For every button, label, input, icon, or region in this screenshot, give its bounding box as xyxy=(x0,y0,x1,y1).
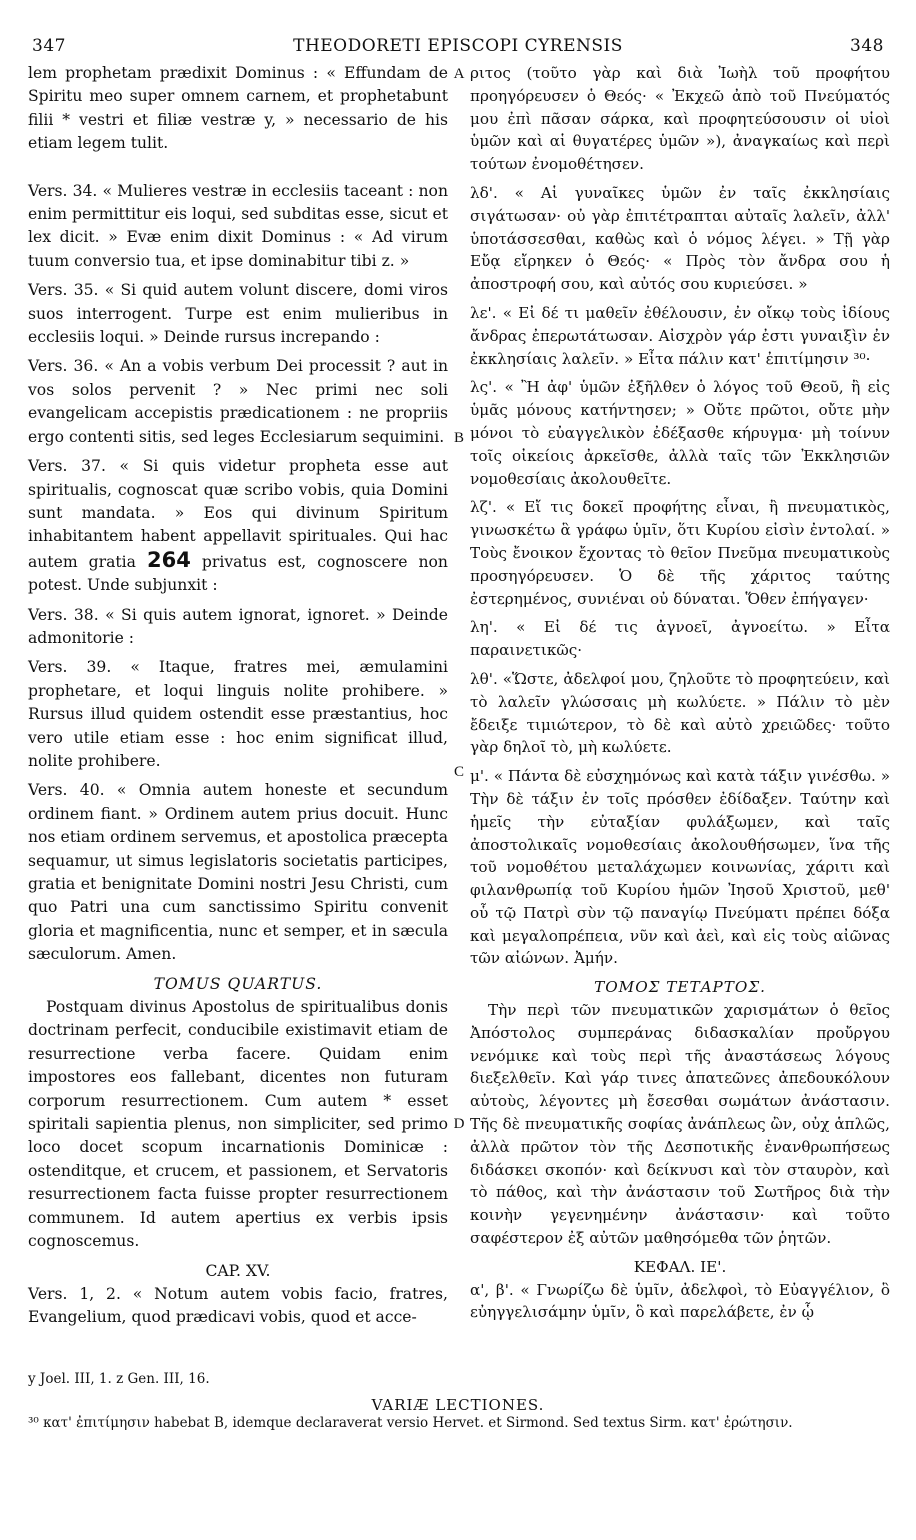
greek-paragraph: λε'. « Εἰ δέ τι μαθεῖν ἐθέλουσιν, ἐν οἴκῳ τοὺς ἰδίους ἄνδρας ἐπερωτάτωσαν. Αἰσχρὸν γάρ ἐστι γυναιξὶν ἐν ἐκκλησίαις λαλεῖν. » Εἶτα πάλιν κατ' ἐπιτίμησιν ³⁰· xyxy=(470,303,890,368)
margin-letter-b: B xyxy=(453,430,464,446)
greek-paragraph: λδ'. « Αἱ γυναῖκες ὑμῶν ἐν ταῖς ἐκκλησίαις σιγάτωσαν· οὐ γὰρ ἐπιτέτραπται αὐταῖς λαλεῖν, ἀλλ' ὑποτάσσεσθαι, καθὼς καὶ ὁ νόμος λέγει. » Τῇ γὰρ Εὔᾳ εἴρηκεν ὁ Θεός· « Πρὸς τὸν ἄνδρα σου ἡ ἀποστροφή σου, καὶ αὐτός σου κυριεύσει. » xyxy=(470,183,890,294)
greek-paragraph: λς'. « Ἢ ἀφ' ὑμῶν ἐξῆλθεν ὁ λόγος τοῦ Θεοῦ, ἢ εἰς ὑμᾶς μόνους κατήντησεν; » Οὔτε πρῶτοι, οὔτε μὴν μόνοι τὸ εὐαγγελικὸν ἐδέξασθε κήρυγμα· μὴ τοίνυν τοῖς οἰκείοις ἀρκεῖσθε, ἀλλὰ ταῖς τῶν Ἐκκλησιῶν νομοθεσίαις ἀκολουθεῖτε. xyxy=(470,378,890,488)
latin-paragraph: Vers. 1, 2. « Notum autem vobis facio, fratres, Evangelium, quod prædicavi vobis, quod et acce- xyxy=(28,1284,448,1327)
footnotes: y Joel. III, 1. z Gen. III, 16. xyxy=(28,1371,210,1387)
greek-paragraph: λη'. « Εἰ δέ τις ἀγνοεῖ, ἀγνοείτω. » Εἶτα παραινετικῶς· xyxy=(470,618,890,660)
page-header xyxy=(32,36,884,60)
latin-text: Vers. 37. « Si quis videtur propheta esse aut spiritualis, cognoscat quæ scribo vobis, quia Domini sunt mandata. » Eos qui divinum Spiritum inhabitantem habent appellavit spirituales. Qui hac autem gratia xyxy=(28,457,448,571)
variae-lectiones-heading: VARIÆ LECTIONES. xyxy=(371,1396,545,1414)
chapter-heading-latin: CAP. XV. xyxy=(205,1261,271,1280)
variae-lectiones-note: ³⁰ κατ' ἐπιτίμησιν habebat B, idemque declaraverat versio Hervet. et Sirmond. Sed textus Sirm. κατ' ἐρώτησιν. xyxy=(28,1415,793,1431)
latin-paragraph: Vers. 36. « An a vobis verbum Dei processit ? aut in vos solos pervenit ? » Nec primi nec soli evangelicam accepistis prædicationem : ne propriis ergo contenti sitis, sed leges Ecclesiarum sequimini. xyxy=(28,357,448,446)
margin-letter-a: A xyxy=(453,66,465,82)
latin-paragraph xyxy=(28,455,448,597)
latin-paragraph: Vers. 38. « Si quis autem ignorat, ignoret. » Deinde admonitorie : xyxy=(28,605,448,647)
greek-paragraph: ριτος (τοῦτο γὰρ καὶ διὰ Ἰωὴλ τοῦ προφήτου προηγόρευσεν ὁ Θεός· « Ἐκχεῶ ἀπὸ τοῦ Πνεύματός μου ἐπὶ πᾶσαν σάρκα, καὶ προφητεύσουσιν οἱ υἱοὶ ὑμῶν καὶ αἱ θυγατέρες ὑμῶν »), ἀναγκαίως καὶ περὶ τούτων ἐνομοθέτησεν. xyxy=(470,64,890,174)
section-heading-latin: TOMUS QUARTUS. xyxy=(153,974,323,993)
margin-letter-c: C xyxy=(453,764,464,780)
latin-paragraph: Vers. 35. « Si quid autem volunt discere, domi viros suos interrogent. Turpe est enim mulieribus in ecclesiis loqui. » Deinde rursus increpando : xyxy=(28,281,448,347)
greek-column xyxy=(470,62,890,1330)
page-number-right: 348 xyxy=(850,36,884,56)
greek-paragraph: Τὴν περὶ τῶν πνευματικῶν χαρισμάτων ὁ θεῖος Ἀπόστολος συμπεράνας διδασκαλίαν προὔργου νενόμικε καὶ τοὺς περὶ τῆς ἀναστάσεως λόγους διεξελθεῖν. Καὶ γάρ τινες ἀπατεῶνες ἀπεδουκόλουν αὐτοὺς, λέγοντες μὴ ἔσεσθαι σωμάτων ἀνάστασιν. Τῆς δὲ πνευματικῆς σοφίας ἀνάπλεως ὢν, οὐχ ἁπλῶς, ἀλλὰ πρῶτον τὸν τῆς Δεσποτικῆς ἐνανθρωπήσεως διδάσκει σκοπόν· καὶ δείκνυσι καὶ τὸν σταυρὸν, καὶ τὸ πάθος, καὶ τὴν ἀνάστασιν τοῦ Σωτῆρος διὰ τὴν κοινὴν γεγενημένην ἀνάστασιν· καὶ τοῦτο σαφέστερον ἐξ αὐτῶν μαθησόμεθα τῶν ῥητῶν. xyxy=(470,1001,890,1248)
latin-paragraph: lem prophetam prædixit Dominus : « Effundam de Spiritu meo super omnem carnem, et prophetabunt filii * vestri et filiæ vestræ y, » necessario de his etiam legem tulit. xyxy=(28,64,448,153)
chapter-heading-greek: ΚΕΦΑΛ. ΙΕ'. xyxy=(633,1257,727,1276)
margin-letter-d: D xyxy=(453,1116,465,1132)
latin-text: privatus est, cognoscere non potest. Unde subjunxit : xyxy=(28,552,448,595)
running-title: THEODORETI EPISCOPI CYRENSIS xyxy=(293,36,623,56)
latin-paragraph: Vers. 40. « Omnia autem honeste et secundum ordinem fiant. » Ordinem autem prius docuit. Hunc nos etiam ordinem servemus, et apostolica præcepta sequamur, ut simus legislatoris societatis participes, gratia et benignitate Domini nostri Jesu Christi, cum quo Patri una cum sanctissimo Spiritu convenit gloria et magnificentia, nunc et semper, et in sæcula sæculorum. Amen. xyxy=(28,781,448,964)
latin-paragraph: Vers. 34. « Mulieres vestræ in ecclesiis taceant : non enim permittitur eis loqui, sed subditas esse, sicut et lex dicit. » Evæ enim dixit Dominus : « Ad virum tuum conversio tua, et ipse dominabitur tibi z. » xyxy=(28,181,448,270)
page-number-left: 347 xyxy=(32,36,66,56)
greek-paragraph: λζ'. « Εἴ τις δοκεῖ προφήτης εἶναι, ἢ πνευματικὸς, γινωσκέτω ἃ γράφω ὑμῖν, ὅτι Κυρίου εἰσὶν ἐντολαί. » Τοὺς ἔνοικον ἔχοντας τὸ θεῖον Πνεῦμα πνευματικοὺς προσηγόρευσεν. Ὁ δὲ τῆς χάριτος ταύτης ἐστερημένος, συνιέναι οὐ δύναται. Ὅθεν ἐπήγαγεν· xyxy=(470,498,890,608)
column-number-264: 264 xyxy=(147,547,191,572)
latin-column xyxy=(28,62,448,1336)
section-heading-greek: ΤΟΜΟΣ ΤΕΤΑΡΤΟΣ. xyxy=(594,978,766,997)
greek-paragraph: μ'. « Πάντα δὲ εὐσχημόνως καὶ κατὰ τάξιν γινέσθω. » Τὴν δὲ τάξιν ἐν τοῖς πρόσθεν ἐδίδαξεν. Ταύτην καὶ ἡμεῖς τὴν εὐταξίαν φυλάξωμεν, καὶ ταῖς ἀποστολικαῖς νομοθεσίαις ἀκολουθήσωμεν, ἵνα τῆς τοῦ νομοθέτου μεταλάχωμεν κοινωνίας, χάριτι καὶ φιλανθρωπίᾳ τοῦ Κυρίου ἡμῶν Ἰησοῦ Χριστοῦ, μεθ' οὗ τῷ Πατρὶ σὺν τῷ παναγίῳ Πνεύματι πρέπει δόξα καὶ μεγαλοπρέπεια, νῦν καὶ ἀεὶ, καὶ εἰς τοὺς αἰῶνας τῶν αἰώνων. Ἀμήν. xyxy=(470,767,890,968)
latin-paragraph: Postquam divinus Apostolus de spiritualibus donis doctrinam perfecit, conducibile existimavit etiam de resurrectione verba facere. Quidam enim impostores eos fallebant, dicentes non futuram corporum resurrectionem. Cum autem * esset spiritali sapientia plenus, non simpliciter, sed primo loco docet scopum incarnationis Dominicæ : ostenditque, et crucem, et passionem, et Servatoris resurrectionem facta fuisse propter resurrectionem communem. Id autem apertius ex verbis ipsis cognoscemus. xyxy=(28,998,448,1251)
greek-paragraph: λθ'. «Ὥστε, ἀδελφοί μου, ζηλοῦτε τὸ προφητεύειν, καὶ τὸ λαλεῖν γλώσσαις μὴ κωλύετε. » Πάλιν τὸ μὲν ἔδειξε τιμιώτερον, τὸ δὲ καὶ αὐτὸ χρειῶδες· τοῦτο γὰρ δηλοῖ τὸ, μὴ κωλύετε. xyxy=(470,669,890,757)
greek-paragraph: α', β'. « Γνωρίζω δὲ ὑμῖν, ἀδελφοὶ, τὸ Εὐαγγέλιον, ὃ εὐηγγελισάμην ὑμῖν, ὃ καὶ παρελάβετε, ἐν ᾧ xyxy=(470,1280,890,1322)
latin-paragraph: Vers. 39. « Itaque, fratres mei, æmulamini prophetare, et loqui linguis nolite prohibere. » Rursus illud quidem ostendit esse præstantius, hoc vero utile etiam esse : hoc enim significat illud, nolite prohibere. xyxy=(28,658,448,770)
